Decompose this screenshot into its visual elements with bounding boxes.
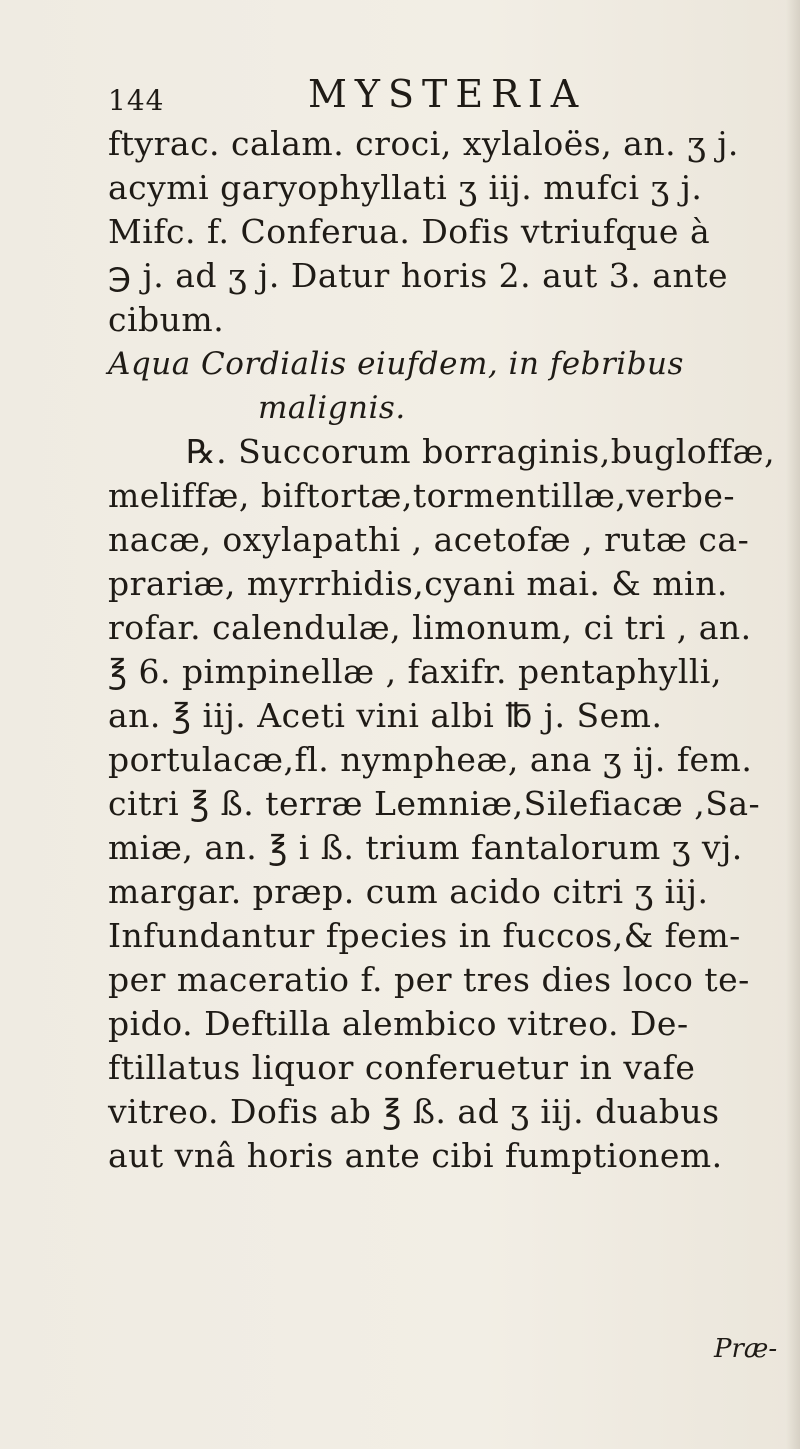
text-line: rofar. calendulæ, limonum, ci tri , an. (108, 608, 752, 647)
text-line: ℈ j. ad ʒ j. Datur horis 2. aut 3. ante (108, 256, 728, 295)
section-heading: Aqua Cordialis eiufdem, in febribus (108, 346, 684, 382)
section-heading-cont: malignis. (258, 390, 406, 426)
running-title: MYSTERIA (308, 72, 587, 116)
text-line: prariæ, myrrhidis,cyani mai. & min. (108, 564, 728, 603)
text-line: ftyrac. calam. croci, xylaloës, an. ʒ j. (108, 124, 739, 163)
text-line: portulacæ,fl. nymphеæ, ana ʒ ij. fem. (108, 740, 753, 779)
text-line: cibum. (108, 300, 225, 339)
text-line: ℥ 6. pimpinellæ , faxifr. pentaphylli, (108, 652, 722, 691)
text-line: vitreo. Dofis ab ℥ ß. ad ʒ iij. duabus (108, 1092, 720, 1131)
text-line: citri ℥ ß. terræ Lemniæ,Silefiacæ ,Sa- (108, 784, 761, 823)
text-line: Mifc. f. Conferua. Dofis vtriufque à (108, 212, 711, 251)
text-line: Infundantur fpecies in fuccos,& fem- (108, 916, 741, 955)
catchword: Præ- (714, 1334, 778, 1364)
text-line: miæ, an. ℥ i ß. trium fantalorum ʒ vj. (108, 828, 743, 867)
text-line: meliffæ, biftortæ,tormentillæ,verbe- (108, 476, 736, 515)
text-line: an. ℥ iij. Aceti vini albi ℔ j. Sem. (108, 696, 663, 735)
recipe-start-line: ℞. Succorum borraginis,bugloffæ, (186, 432, 776, 471)
text-line: nacæ, oxylapathi , acetofæ , rutæ ca- (108, 520, 750, 559)
text-line: margar. præp. cum acido citri ʒ iij. (108, 872, 709, 911)
text-line: aut vnâ horis ante cibi fumptionem. (108, 1136, 723, 1175)
text-line: acymi garyophyllati ʒ iij. mufci ʒ j. (108, 168, 703, 207)
text-line: ftillatus liquor conferuetur in vafe (108, 1048, 696, 1087)
text-line: pido. Deftilla alembico vitreo. De- (108, 1004, 689, 1043)
text-line: per maceratio f. per tres dies loco te- (108, 960, 750, 999)
page-header (108, 70, 668, 122)
page-number: 144 (108, 84, 165, 117)
body-text (108, 122, 798, 1178)
